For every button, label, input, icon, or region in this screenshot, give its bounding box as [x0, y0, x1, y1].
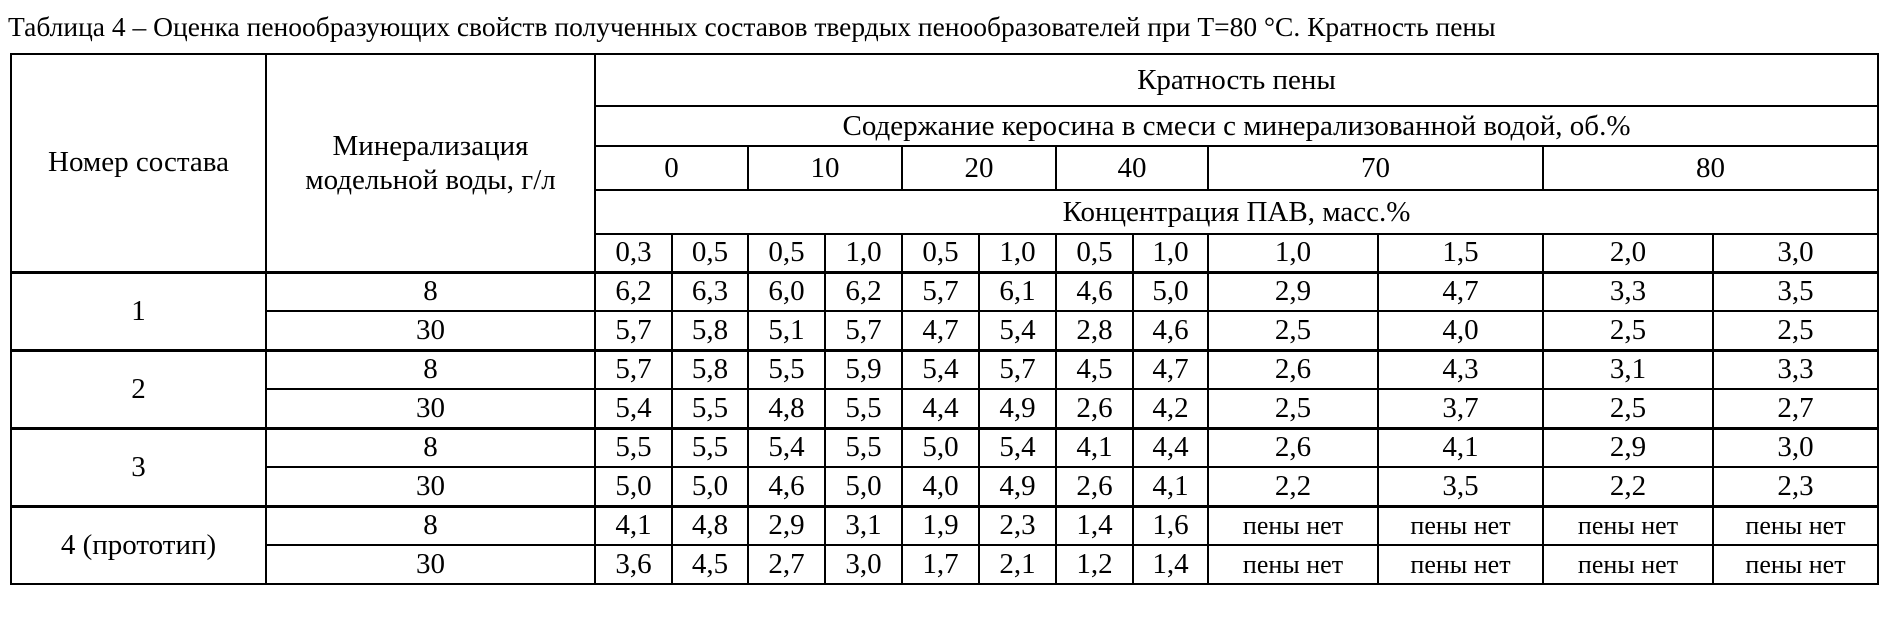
header-kerosene-content: Содержание керосина в смеси с минерализованной водой, об.%	[595, 106, 1878, 146]
foam-ratio-cell: пены нет	[1208, 506, 1378, 545]
foam-ratio-cell: 3,6	[595, 545, 672, 584]
foam-ratio-cell: 5,4	[595, 389, 672, 428]
foam-ratio-cell: 2,6	[1208, 428, 1378, 467]
mineralization-cell: 30	[266, 389, 595, 428]
foam-ratio-cell: 2,5	[1208, 311, 1378, 350]
foam-ratio-cell: 2,9	[1543, 428, 1713, 467]
foam-ratio-cell: 3,0	[1713, 428, 1878, 467]
header-row	[11, 54, 1878, 106]
foam-ratio-cell: 5,4	[902, 350, 979, 389]
foam-ratio-cell: 2,7	[748, 545, 825, 584]
foam-ratio-cell: 6,2	[825, 272, 902, 311]
foam-ratio-cell: 5,7	[825, 311, 902, 350]
foam-ratio-cell: 5,4	[979, 311, 1056, 350]
foam-ratio-cell: 2,5	[1208, 389, 1378, 428]
foam-ratio-cell: 2,6	[1056, 467, 1133, 506]
foam-ratio-cell: 3,5	[1713, 272, 1878, 311]
foam-ratio-cell: 4,9	[979, 467, 1056, 506]
foam-ratio-cell: 2,5	[1543, 389, 1713, 428]
foam-ratio-cell: 3,1	[1543, 350, 1713, 389]
foam-ratio-cell: 5,0	[595, 467, 672, 506]
foam-ratio-cell: 1,2	[1056, 545, 1133, 584]
surfactant-level: 0,5	[672, 234, 748, 272]
foam-ratio-cell: 4,0	[1378, 311, 1543, 350]
foam-ratio-cell: 1,9	[902, 506, 979, 545]
foam-ratio-cell: пены нет	[1378, 545, 1543, 584]
foam-ratio-cell: 4,6	[1056, 272, 1133, 311]
foam-properties-table	[10, 53, 1879, 585]
foam-ratio-cell: 4,4	[1133, 428, 1208, 467]
foam-ratio-cell: пены нет	[1713, 506, 1878, 545]
foam-ratio-cell: 5,7	[902, 272, 979, 311]
table-row	[11, 311, 1878, 350]
foam-ratio-cell: 5,4	[979, 428, 1056, 467]
kerosene-level: 0	[595, 146, 748, 190]
foam-ratio-cell: пены нет	[1713, 545, 1878, 584]
foam-ratio-cell: 6,2	[595, 272, 672, 311]
foam-ratio-cell: 4,7	[902, 311, 979, 350]
foam-ratio-cell: 3,5	[1378, 467, 1543, 506]
surfactant-level: 1,0	[979, 234, 1056, 272]
foam-ratio-cell: 4,6	[748, 467, 825, 506]
foam-ratio-cell: 2,6	[1056, 389, 1133, 428]
header-water-mineralization: Минерализация модельной воды, г/л	[266, 54, 595, 272]
kerosene-level: 10	[748, 146, 902, 190]
foam-ratio-cell: 6,0	[748, 272, 825, 311]
table-row	[11, 272, 1878, 311]
foam-ratio-cell: пены нет	[1208, 545, 1378, 584]
foam-ratio-cell: 4,5	[672, 545, 748, 584]
mineralization-cell: 30	[266, 545, 595, 584]
composition-number-cell: 4 (прототип)	[11, 506, 266, 584]
foam-ratio-cell: 2,2	[1208, 467, 1378, 506]
table-body	[11, 54, 1878, 584]
surfactant-level: 1,5	[1378, 234, 1543, 272]
foam-ratio-cell: 4,7	[1133, 350, 1208, 389]
foam-ratio-cell: 1,6	[1133, 506, 1208, 545]
foam-ratio-cell: 4,0	[902, 467, 979, 506]
surfactant-level: 0,3	[595, 234, 672, 272]
composition-number-cell: 3	[11, 428, 266, 506]
foam-ratio-cell: 5,5	[672, 389, 748, 428]
foam-ratio-cell: 4,5	[1056, 350, 1133, 389]
foam-ratio-cell: 2,5	[1713, 311, 1878, 350]
surfactant-level: 1,0	[1133, 234, 1208, 272]
foam-ratio-cell: 4,8	[748, 389, 825, 428]
foam-ratio-cell: 2,3	[1713, 467, 1878, 506]
foam-ratio-cell: 5,4	[748, 428, 825, 467]
foam-ratio-cell: 4,6	[1133, 311, 1208, 350]
foam-ratio-cell: 3,7	[1378, 389, 1543, 428]
surfactant-level: 0,5	[902, 234, 979, 272]
foam-ratio-cell: 5,5	[672, 428, 748, 467]
foam-ratio-cell: 4,1	[1133, 467, 1208, 506]
foam-ratio-cell: 4,7	[1378, 272, 1543, 311]
foam-ratio-cell: 5,0	[902, 428, 979, 467]
foam-ratio-cell: 5,8	[672, 311, 748, 350]
mineralization-cell: 8	[266, 428, 595, 467]
table-row	[11, 467, 1878, 506]
foam-ratio-cell: 5,1	[748, 311, 825, 350]
foam-ratio-cell: 5,8	[672, 350, 748, 389]
foam-ratio-cell: 4,1	[595, 506, 672, 545]
foam-ratio-cell: 4,1	[1056, 428, 1133, 467]
foam-ratio-cell: 4,9	[979, 389, 1056, 428]
foam-ratio-cell: 5,0	[1133, 272, 1208, 311]
foam-ratio-cell: пены нет	[1543, 545, 1713, 584]
foam-ratio-cell: 2,9	[748, 506, 825, 545]
foam-ratio-cell: 1,4	[1056, 506, 1133, 545]
foam-ratio-cell: 2,1	[979, 545, 1056, 584]
table-row	[11, 506, 1878, 545]
table-row	[11, 428, 1878, 467]
surfactant-level: 2,0	[1543, 234, 1713, 272]
header-foam-ratio: Кратность пены	[595, 54, 1878, 106]
foam-ratio-cell: 5,5	[595, 428, 672, 467]
mineralization-cell: 30	[266, 311, 595, 350]
kerosene-level: 80	[1543, 146, 1878, 190]
surfactant-level: 0,5	[748, 234, 825, 272]
surfactant-level: 0,5	[1056, 234, 1133, 272]
foam-ratio-cell: 1,7	[902, 545, 979, 584]
composition-number-cell: 1	[11, 272, 266, 350]
foam-ratio-cell: 4,3	[1378, 350, 1543, 389]
foam-ratio-cell: 1,4	[1133, 545, 1208, 584]
foam-ratio-cell: 4,2	[1133, 389, 1208, 428]
foam-ratio-cell: 4,1	[1378, 428, 1543, 467]
foam-ratio-cell: 2,9	[1208, 272, 1378, 311]
foam-ratio-cell: 4,8	[672, 506, 748, 545]
foam-ratio-cell: 5,7	[979, 350, 1056, 389]
header-surfactant-concentration: Концентрация ПАВ, масс.%	[595, 190, 1878, 234]
foam-ratio-cell: 3,3	[1713, 350, 1878, 389]
foam-ratio-cell: 5,5	[748, 350, 825, 389]
foam-ratio-cell: 2,2	[1543, 467, 1713, 506]
foam-ratio-cell: 5,7	[595, 311, 672, 350]
foam-ratio-cell: 2,8	[1056, 311, 1133, 350]
header-composition-number: Номер состава	[11, 54, 266, 272]
foam-ratio-cell: 5,5	[825, 389, 902, 428]
table-row	[11, 389, 1878, 428]
surfactant-level: 1,0	[825, 234, 902, 272]
foam-ratio-cell: 5,5	[825, 428, 902, 467]
foam-ratio-cell: 2,7	[1713, 389, 1878, 428]
table-row	[11, 350, 1878, 389]
foam-ratio-cell: 2,3	[979, 506, 1056, 545]
kerosene-level: 20	[902, 146, 1056, 190]
foam-ratio-cell: 4,4	[902, 389, 979, 428]
foam-ratio-cell: пены нет	[1543, 506, 1713, 545]
foam-ratio-cell: 2,5	[1543, 311, 1713, 350]
kerosene-level: 70	[1208, 146, 1543, 190]
composition-number-cell: 2	[11, 350, 266, 428]
foam-ratio-cell: 3,0	[825, 545, 902, 584]
foam-ratio-cell: 5,7	[595, 350, 672, 389]
surfactant-level: 1,0	[1208, 234, 1378, 272]
foam-ratio-cell: 3,1	[825, 506, 902, 545]
mineralization-cell: 8	[266, 350, 595, 389]
kerosene-level: 40	[1056, 146, 1208, 190]
foam-ratio-cell: 2,6	[1208, 350, 1378, 389]
foam-ratio-cell: пены нет	[1378, 506, 1543, 545]
foam-ratio-cell: 5,0	[672, 467, 748, 506]
surfactant-level: 3,0	[1713, 234, 1878, 272]
table-row	[11, 545, 1878, 584]
foam-ratio-cell: 5,9	[825, 350, 902, 389]
foam-ratio-cell: 6,1	[979, 272, 1056, 311]
foam-ratio-cell: 5,0	[825, 467, 902, 506]
mineralization-cell: 30	[266, 467, 595, 506]
table-caption: Таблица 4 – Оценка пенообразующих свойств полученных составов твердых пенообразователей при T=80 °C. Кратность пены	[8, 11, 1496, 42]
foam-ratio-cell: 6,3	[672, 272, 748, 311]
foam-ratio-cell: 3,3	[1543, 272, 1713, 311]
mineralization-cell: 8	[266, 506, 595, 545]
mineralization-cell: 8	[266, 272, 595, 311]
